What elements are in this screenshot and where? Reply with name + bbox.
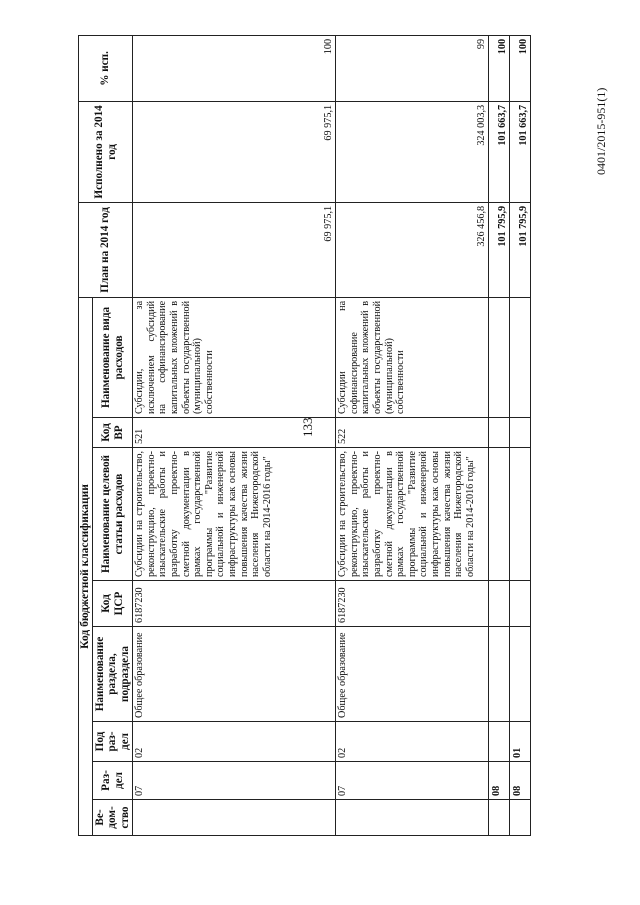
cell-plan: 326 456,8 — [336, 202, 489, 297]
cell-vr-name: Субсидии на софинансирование капитальных вложений в объекты государственной (муниципальной) собственности — [336, 297, 489, 417]
cell-csr-code — [489, 581, 510, 627]
cell-csr-code: 6187230 — [133, 581, 336, 627]
header-executed: Исполнено за 2014 год — [79, 101, 133, 202]
cell-executed: 101 663,7 — [489, 101, 510, 202]
cell-percent: 99 — [336, 35, 489, 101]
cell-csr-name — [489, 448, 510, 581]
cell-csr-name: Субсидии на строительство, реконструкцию, проектно-изыскательские работы и разработку проектно-сметной документации в рамках государственной программы "Развитие социальной и инженерной инфраструктуры как основы повышения качества жизни населения Нижегородской области на 2014-2016 годы" — [133, 448, 336, 581]
cell-vr-name — [510, 297, 531, 417]
cell-executed: 324 003,3 — [336, 101, 489, 202]
table-row — [510, 35, 531, 835]
table-row — [336, 35, 489, 835]
header-vedomstvo: Ве-дом-ство — [93, 800, 133, 836]
cell-vr-name — [489, 297, 510, 417]
cell-razdel-name — [510, 627, 531, 722]
table-row — [133, 35, 336, 835]
header-csr-name: Наименование целевой статьи расходов — [93, 448, 133, 581]
header-percent: % исп. — [79, 35, 133, 101]
cell-razdel: 07 — [336, 762, 489, 800]
rotated-table-container — [78, 36, 529, 836]
cell-percent: 100 — [489, 35, 510, 101]
cell-podrazdel: 02 — [133, 722, 336, 762]
cell-csr-name: Субсидии на строительство, реконструкцию, проектно-изыскательские работы и разработку проектно-сметной документации в рамках государственной программы "Развитие социальной и инженерной инфраструктуры как основы повышения качества жизни населения Нижегородской области на 2014-2016 годы" — [336, 448, 489, 581]
cell-podrazdel — [489, 722, 510, 762]
cell-razdel: 08 — [489, 762, 510, 800]
cell-plan: 101 795,9 — [489, 202, 510, 297]
budget-table — [78, 35, 531, 836]
cell-plan: 101 795,9 — [510, 202, 531, 297]
cell-vr-code — [510, 418, 531, 448]
cell-percent: 100 — [510, 35, 531, 101]
document-code: 0401/2015-951(1) — [594, 87, 608, 175]
cell-vr-code: 521 — [133, 418, 336, 448]
cell-razdel: 08 — [510, 762, 531, 800]
header-razdel-name: Наименование раздела, подраздела — [93, 627, 133, 722]
cell-csr-code: 6187230 — [336, 581, 489, 627]
cell-plan: 69 975,1 — [133, 202, 336, 297]
cell-vedomstvo — [489, 800, 510, 836]
cell-vedomstvo — [133, 800, 336, 836]
header-classification-group: Код бюджетной классификации — [79, 297, 93, 835]
header-razdel: Раз-дел — [93, 762, 133, 800]
cell-executed: 101 663,7 — [510, 101, 531, 202]
header-podrazdel: Под раз-дел — [93, 722, 133, 762]
cell-vedomstvo — [510, 800, 531, 836]
cell-vedomstvo — [336, 800, 489, 836]
cell-vr-code — [489, 418, 510, 448]
page-number: 133 — [300, 417, 315, 437]
cell-razdel: 07 — [133, 762, 336, 800]
header-plan: План на 2014 год — [79, 202, 133, 297]
cell-percent: 100 — [133, 35, 336, 101]
cell-razdel-name — [489, 627, 510, 722]
cell-vr-code: 522 — [336, 418, 489, 448]
header-csr-code: Код ЦСР — [93, 581, 133, 627]
cell-razdel-name: Общее образование — [336, 627, 489, 722]
cell-vr-name: Субсидии, за исключением субсидий на софинансирование капитальных вложений в объекты государственной (муниципальной) собственности — [133, 297, 336, 417]
cell-executed: 69 975,1 — [133, 101, 336, 202]
cell-razdel-name: Общее образование — [133, 627, 336, 722]
cell-podrazdel: 01 — [510, 722, 531, 762]
header-vr-name: Наименование вида расходов — [93, 297, 133, 417]
cell-csr-name — [510, 448, 531, 581]
table-row — [489, 35, 510, 835]
cell-csr-code — [510, 581, 531, 627]
header-vr-code: Код ВР — [93, 418, 133, 448]
cell-podrazdel: 02 — [336, 722, 489, 762]
